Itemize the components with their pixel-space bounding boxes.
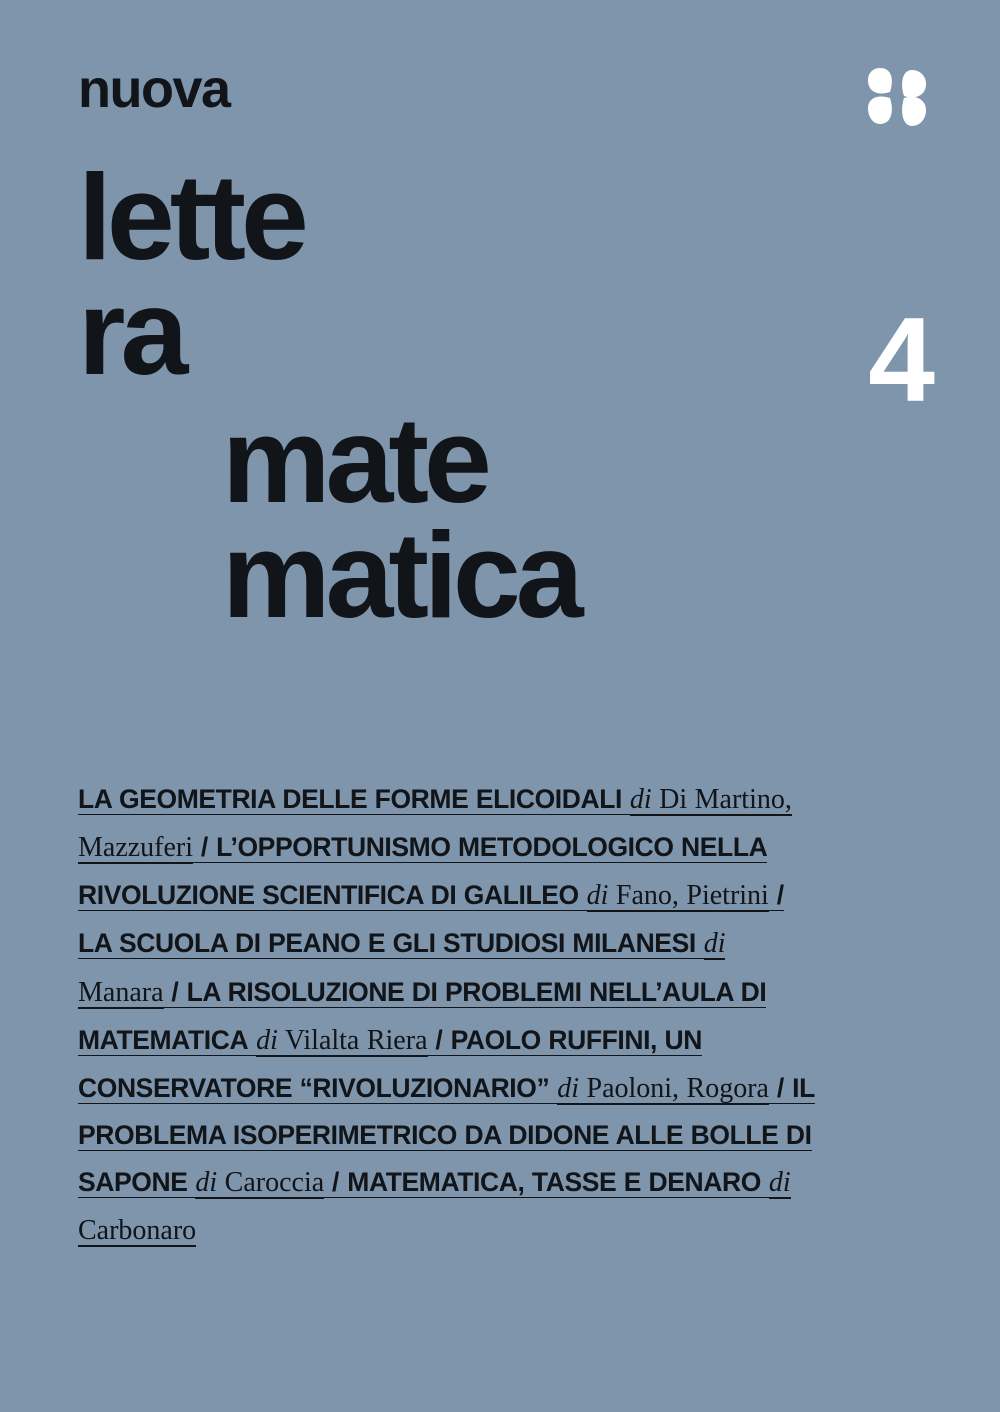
toc-item-di: di [768,1166,791,1198]
toc-underline-run [78,784,815,1246]
toc-separator: / [776,880,785,911]
toc-item-title: L’OPPORTUNISMO METODOLOGICO NELLA RIVOLUZIONE SCIENTIFICA DI GALILEO [78,832,768,911]
title-line-3: mate [222,392,487,529]
title-line-2: ra [78,263,184,400]
table-of-contents [78,776,818,1255]
toc-separator: / [435,1024,443,1055]
toc-separator: / [200,832,209,863]
brand-name: nuova [78,59,230,119]
title-line-1: lette [78,149,304,285]
toc-item-di: di [586,880,609,912]
cover-title [0,149,1000,644]
toc-item-di: di [629,784,652,815]
toc-item-byline [195,1167,324,1199]
toc-separator: / [776,1072,785,1103]
toc-item-authors: Vilalta Riera [284,1024,428,1056]
toc-item-authors: Fano, Pietrini [615,880,769,912]
toc-item-authors: Manara [78,976,164,1008]
toc-item-title: PAOLO RUFFINI, UN CONSERVATORE “RIVOLUZIONARIO” [78,1024,702,1103]
toc-item-title: MATEMATICA, TASSE E DENARO [347,1166,761,1197]
toc-item-title: LA RISOLUZIONE DI PROBLEMI NELL’AULA DI MATEMATICA [78,976,767,1055]
toc-item-title: LA GEOMETRIA DELLE FORME ELICOIDALI [78,784,622,814]
toc-item-authors: Paoloni, Rogora [586,1072,769,1104]
toc-item-di: di [256,1024,278,1056]
toc-item-di: di [195,1166,218,1198]
four-dot-clover-logo [850,62,930,142]
toc-item-authors: Carbonaro [78,1214,197,1246]
toc-item-byline [557,1073,769,1105]
toc-item-authors: Di Martino, Mazzuferi [78,784,792,864]
toc-item-di: di [703,928,726,960]
toc-item-di: di [557,1072,579,1104]
toc-item-title: LA SCUOLA DI PEANO E GLI STUDIOSI MILANESI [78,928,696,959]
title-line-4: matica [222,507,579,644]
toc-item-title: IL PROBLEMA ISOPERIMETRICO DA DIDONE ALLE BOLLE DI SAPONE [78,1072,815,1197]
toc-separator: / [171,976,179,1007]
issue-number: 4 [868,293,932,427]
toc-separator: / [332,1166,340,1197]
toc-item-byline [256,1025,427,1057]
toc-item-byline [587,880,769,912]
toc-item-authors: Caroccia [224,1166,325,1198]
